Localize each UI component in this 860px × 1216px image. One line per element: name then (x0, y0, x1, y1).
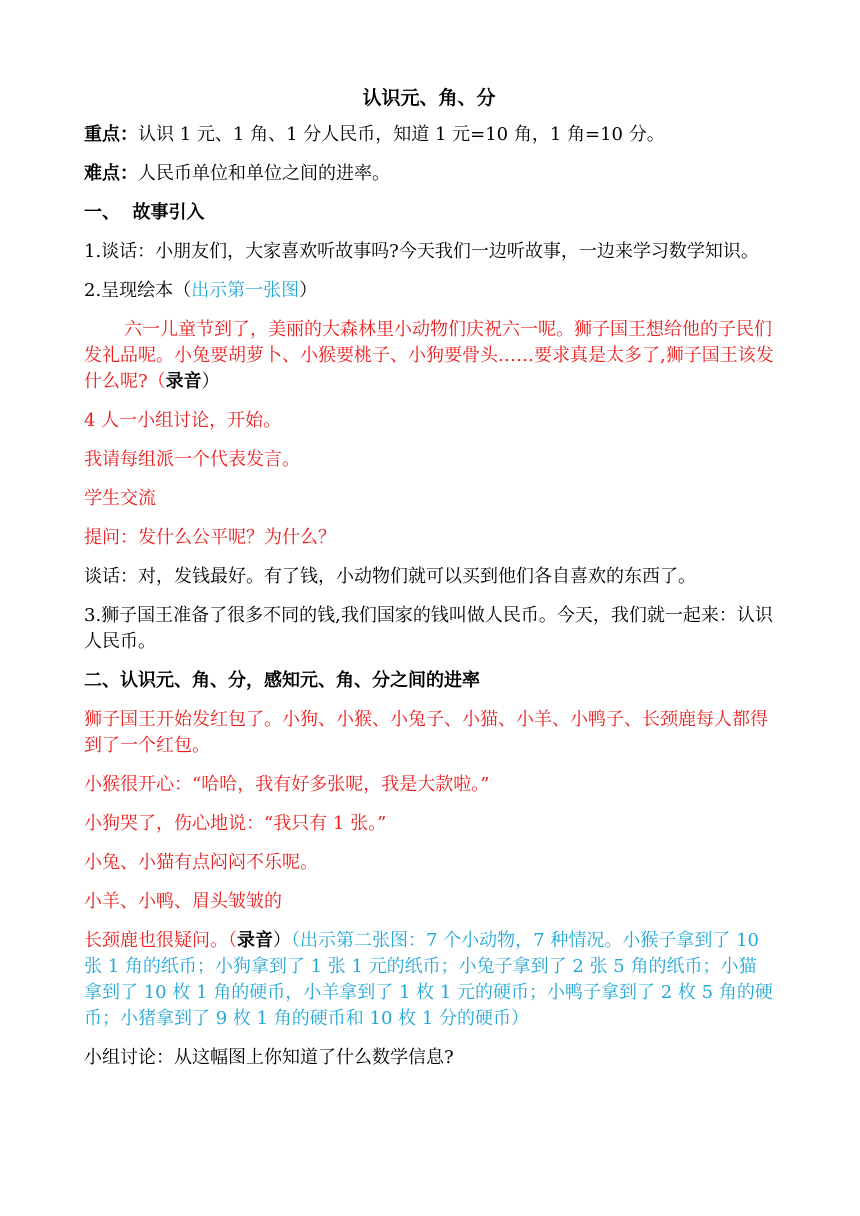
student-exchange: 学生交流 (84, 488, 156, 509)
section-2-line-3: 小狗哭了，伤心地说：“我只有 1 张。” (84, 813, 387, 834)
section-2-line-6 (84, 928, 774, 1032)
talk-line: 谈话：对，发钱最好。有了钱，小动物们就可以买到他们各自喜欢的东西了。 (84, 566, 696, 587)
section-2-line-4: 小兔、小猫有点闷闷不乐呢。 (84, 852, 318, 873)
item-2-prefix: 2.呈现绘本（ (84, 280, 192, 301)
show-picture-1-note: 出示第一张图 (191, 280, 300, 301)
group-discuss-instruction: 4 人一小组讨论，开始。 (84, 410, 282, 431)
story-record-label: 录音 (165, 371, 202, 392)
representative-instruction: 我请每组派一个代表发言。 (84, 449, 300, 470)
section-1-item-1: 1.谈话：小朋友们，大家喜欢听故事吗?今天我们一边听故事，一边来学习数学知识。 (84, 241, 759, 262)
section-1-heading: 一、 故事引入 (84, 202, 205, 223)
question-line: 提问：发什么公平呢？为什么？ (84, 527, 336, 548)
story-text: 六一儿童节到了，美丽的大森林里小动物们庆祝六一呢。狮子国王想给他的子民们发礼品呢。小兔要胡萝卜、小猴要桃子、小狗要骨头……要求真是太多了,狮子国王该发什么呢?（ (84, 319, 774, 392)
difficult-point (84, 161, 774, 187)
show-picture-2-note: （出示第二张图：7 个小动物，7 种情况。小猴子拿到了 10 张 1 角的纸币；小狗拿到了 1 张 1 元的纸币；小兔子拿到了 2 张 5 角的纸币；小猫拿到了 10 枚 1 角的硬币，小羊拿到了 1 枚 1 元的硬币；小鸭子拿到了 2 枚 5 角的硬币；小猪拿到了 9 枚 1 角的硬币和 10 枚 1 分的硬币） (84, 930, 773, 1029)
item-2-suffix: ） (299, 280, 318, 301)
section-2-line-1: 狮子国王开始发红包了。小狗、小猴、小兔子、小猫、小羊、小鸭子、长颈鹿每人都得到了一个红包。 (84, 709, 768, 756)
key-point (84, 122, 774, 148)
section-2-line-2: 小猴很开心：“哈哈，我有好多张呢，我是大款啦。” (84, 774, 490, 795)
giraffe-text: 长颈鹿也很疑问。（ (84, 930, 237, 951)
story-paragraph (84, 317, 774, 395)
section-2-line-5: 小羊、小鸭、眉头皱皱的 (84, 891, 282, 912)
section-1-item-2 (84, 278, 774, 304)
section-1-item-3: 3.狮子国王准备了很多不同的钱,我们国家的钱叫做人民币。今天，我们就一起来：认识人民币。 (84, 605, 773, 652)
section-2-heading: 二、认识元、角、分，感知元、角、分之间的进率 (84, 670, 480, 691)
key-point-label: 重点： (84, 124, 138, 145)
difficult-point-text: 人民币单位和单位之间的进率。 (138, 163, 390, 184)
document-title: 认识元、角、分 (362, 87, 496, 109)
difficult-point-label: 难点： (84, 163, 138, 184)
record-close: ） (273, 930, 291, 951)
story-close: ） (201, 371, 220, 392)
group-discussion-question: 小组讨论：从这幅图上你知道了什么数学信息? (84, 1047, 454, 1068)
document-page (84, 84, 774, 1084)
key-point-text: 认识 1 元、1 角、1 分人民币，知道 1 元=10 角，1 角=10 分。 (138, 124, 665, 145)
record-label: 录音 (237, 930, 273, 951)
